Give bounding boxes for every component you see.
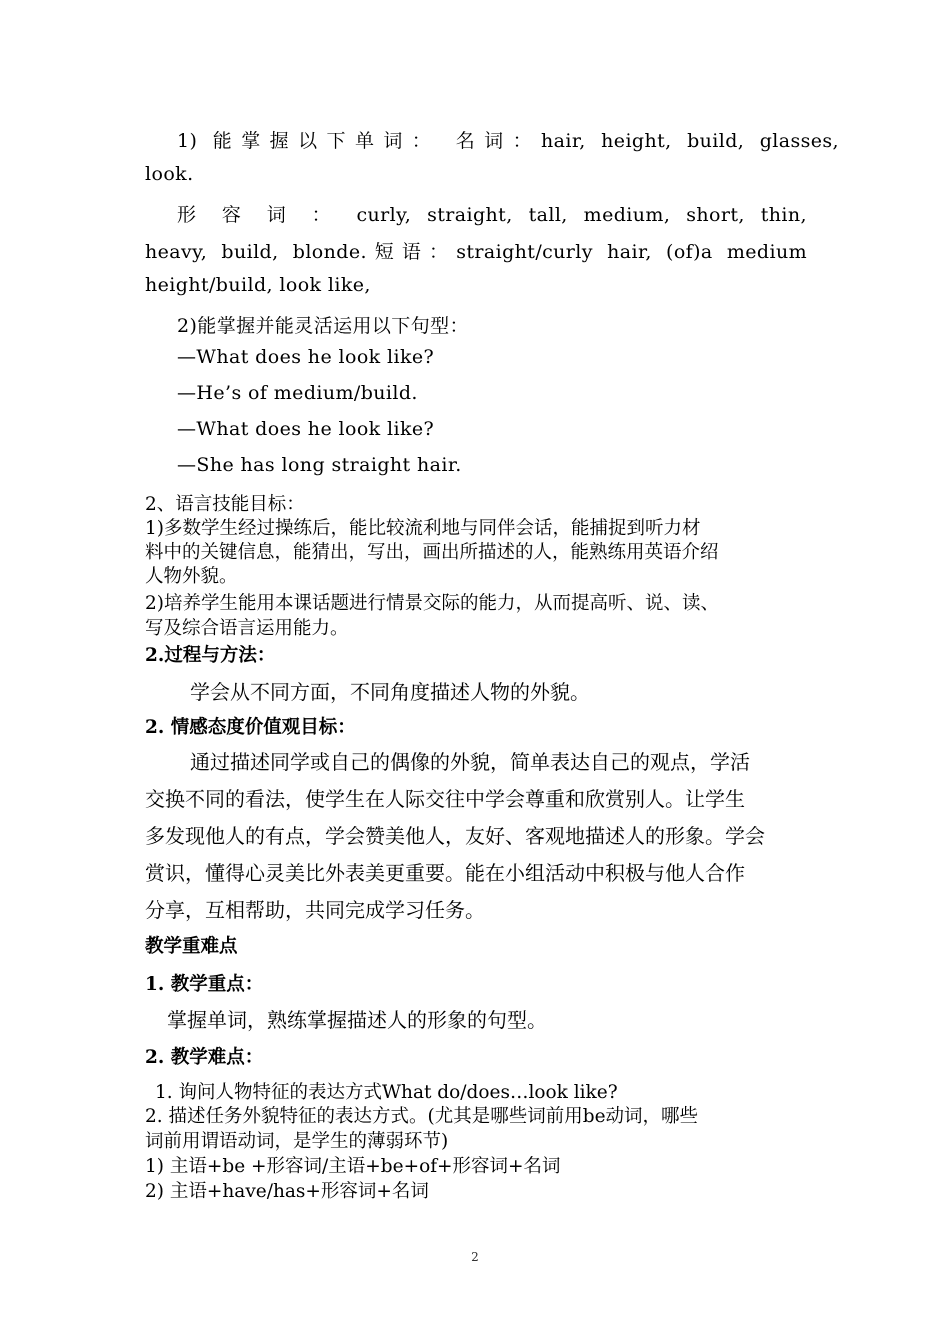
sentence-pattern-2: —He’s of medium/build. — [177, 382, 418, 404]
sentence-pattern-3: —What does he look like? — [177, 418, 435, 440]
grammar-pattern-2: 2) 主语+have/has+形容词+名词 — [145, 1181, 429, 1202]
attitude-paragraph-line-3: 多发现他人的有点，学会赞美他人，友好、客观地描述人的形象。学会 — [145, 824, 765, 848]
difficult-point-2-cont: 词前用谓语动词，是学生的薄弱环节) — [145, 1131, 449, 1152]
language-skills-heading: 2、语言技能目标： — [145, 494, 305, 515]
objective-vocab-phrases: heavy, build, blonde.短语：straight/curly hair, (of)a medium — [145, 241, 807, 263]
grammar-pattern-1: 1) 主语+be +形容词/主语+be+of+形容词+名词 — [145, 1156, 561, 1177]
objective-vocab-phrases-cont: height/build, look like, — [145, 274, 371, 296]
objective-vocab-nouns: 1) 能掌握以下单词： 名词：hair, height, build, glasses, — [177, 130, 839, 152]
language-skills-item-1: 1)多数学生经过操练后，能比较流利地与同伴会话，能捕捉到听力材 — [145, 518, 701, 539]
language-skills-item-1-cont2: 人物外貌。 — [145, 566, 238, 587]
language-skills-item-2: 2)培养学生能用本课话题进行情景交际的能力，从而提高听、说、读、 — [145, 593, 719, 614]
process-method-heading: 2.过程与方法： — [145, 645, 276, 666]
attitude-paragraph-line-4: 赏识，懂得心灵美比外表美更重要。能在小组活动中积极与他人合作 — [145, 861, 745, 885]
difficult-point-2: 2. 描述任务外貌特征的表达方式。(尤其是哪些词前用be动词，哪些 — [145, 1106, 699, 1127]
key-points-heading: 1. 教学重点： — [145, 974, 264, 995]
objective-sentence-patterns-heading: 2)能掌握并能灵活运用以下句型： — [177, 315, 469, 337]
language-skills-item-2-cont: 写及综合语言运用能力。 — [145, 618, 349, 639]
difficult-point-1: 1. 询问人物特征的表达方式What do/does…look like? — [155, 1082, 618, 1103]
attitude-paragraph-line-1: 通过描述同学或自己的偶像的外貌，简单表达自己的观点，学活 — [190, 750, 750, 774]
attitude-values-heading: 2. 情感态度价值观目标： — [145, 717, 356, 738]
objective-vocab-adjectives: 形 容 词 ： curly, straight, tall, medium, short, thin, — [177, 204, 807, 226]
key-difficult-points-heading: 教学重难点 — [145, 936, 238, 957]
process-method-text: 学会从不同方面，不同角度描述人物的外貌。 — [190, 680, 590, 704]
attitude-paragraph-line-5: 分享，互相帮助，共同完成学习任务。 — [145, 898, 485, 922]
sentence-pattern-4: —She has long straight hair. — [177, 454, 462, 476]
key-points-text: 掌握单词，熟练掌握描述人的形象的句型。 — [167, 1008, 547, 1032]
sentence-pattern-1: —What does he look like? — [177, 346, 435, 368]
objective-vocab-nouns-cont: look. — [145, 163, 194, 185]
language-skills-item-1-cont: 料中的关键信息，能猜出，写出，画出所描述的人，能熟练用英语介绍 — [145, 542, 719, 563]
difficult-points-heading: 2. 教学难点： — [145, 1047, 264, 1068]
attitude-paragraph-line-2: 交换不同的看法，使学生在人际交往中学会尊重和欣赏别人。让学生 — [145, 787, 745, 811]
page-number: 2 — [471, 1250, 479, 1264]
